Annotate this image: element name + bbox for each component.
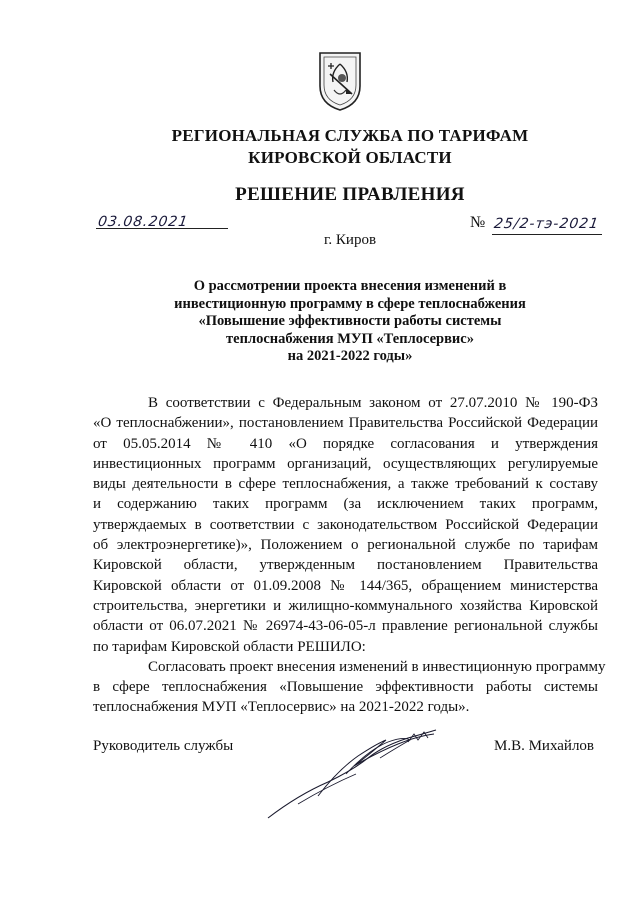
body-line: области от 06.07.2021 № 26974-43-06-05-л правление региональной службы xyxy=(93,618,598,635)
body-line: Согласовать проект внесения изменений в инвестиционную программу xyxy=(148,658,606,675)
body-line: строительства, энергетики и жилищно-коммунального хозяйства Кировской xyxy=(93,597,598,614)
body-line: Кировской области, утвержденным постановлением Правительства xyxy=(93,557,598,574)
subject-line: инвестиционную программу в сфере теплоснабжения xyxy=(174,295,526,312)
body-line: по тарифам Кировской области РЕШИЛО: xyxy=(93,638,366,655)
subject-line: О рассмотрении проекта внесения изменений в xyxy=(193,278,507,294)
body-line: Кировской области от 01.09.2008 № 144/365, обращением министерства xyxy=(93,577,598,594)
organization-name-line2: КИРОВСКОЙ ОБЛАСТИ xyxy=(248,148,452,167)
coat-of-arms-icon xyxy=(316,50,364,112)
body-line: об электроэнергетике)», Положением о региональной службе по тарифам xyxy=(93,537,598,554)
date-underline xyxy=(96,228,228,229)
document-date: 03.08.2021 xyxy=(96,214,190,230)
body-line: «О теплоснабжении», постановлением Правительства Российской Федерации xyxy=(93,415,598,432)
document-body xyxy=(93,393,606,718)
body-line: теплоснабжения МУП «Теплосервис» на 2021-2022 годы». xyxy=(93,699,470,716)
handwritten-signature xyxy=(258,700,448,830)
organization-name-line1: РЕГИОНАЛЬНАЯ СЛУЖБА ПО ТАРИФАМ xyxy=(171,126,529,145)
signatory-name: М.В. Михайлов xyxy=(494,738,595,754)
subject-line: теплоснабжения МУП «Теплосервис» xyxy=(226,330,474,347)
body-line: В соответствии с Федеральным законом от 27.07.2010 № 190-ФЗ xyxy=(148,395,598,411)
document-title: РЕШЕНИЕ ПРАВЛЕНИЯ xyxy=(235,184,465,205)
body-line: утверждаемых в соответствии с законодательством Российской Федерации xyxy=(93,516,598,533)
subject-line: «Повышение эффективности работы системы xyxy=(198,313,502,329)
body-line: виды деятельности в сфере теплоснабжения, а также требований к составу xyxy=(93,476,598,493)
body-line: и содержанию таких программ (за исключением таких программ, xyxy=(93,496,598,513)
city: г. Киров xyxy=(323,232,377,248)
document-number: 25/2-тэ-2021 xyxy=(492,216,601,232)
subject-line: на 2021-2022 годы» xyxy=(287,348,413,364)
body-line: инвестиционных программ организаций, осуществляющих регулируемые xyxy=(93,455,598,472)
body-line: от 05.05.2014 № 410 «О порядке согласования и утверждения xyxy=(93,435,598,452)
signatory-role: Руководитель службы xyxy=(93,738,234,754)
number-sign: № xyxy=(470,214,486,231)
body-line: в сфере теплоснабжения «Повышение эффективности работы системы xyxy=(93,679,598,696)
document-subject xyxy=(140,278,560,366)
